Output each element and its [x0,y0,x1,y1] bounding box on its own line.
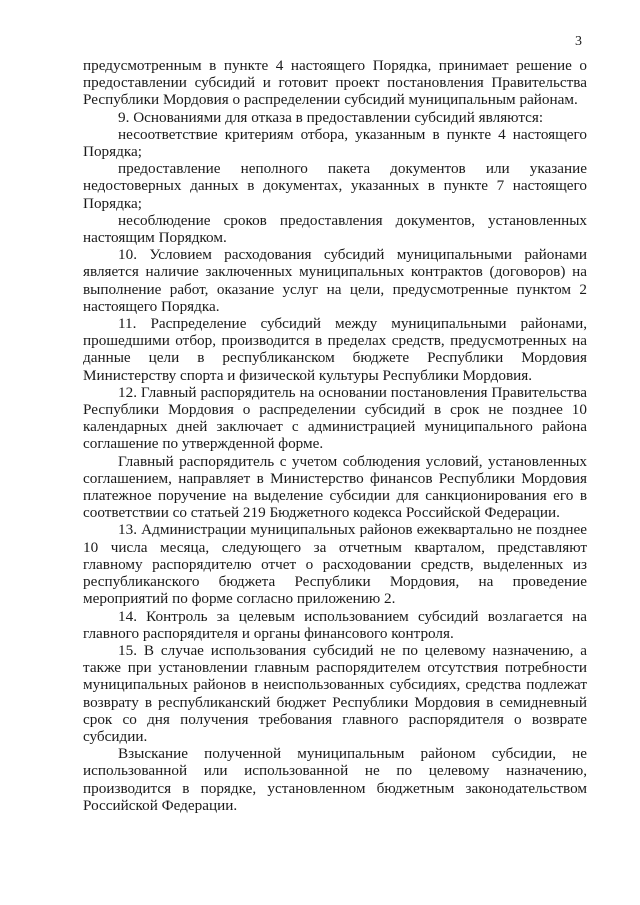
paragraph-9-item-2: предоставление неполного пакета документов или указание недостоверных данных в документах, указанных в пункте 7 настоящего Порядка; [83,160,587,212]
paragraph-9-item-3: несоблюдение сроков предоставления документов, установленных настоящим Порядком. [83,211,587,247]
paragraph-9-item-1: несоответствие критериям отбора, указанным в пункте 4 настоящего Порядка; [83,125,587,161]
paragraph-12-continued: Главный распорядитель с учетом соблюдения условий, установленных соглашением, направляет в Министерство финансов Республики Мордовия платежное поручение на выделение субсидии для санкционирования его в соответствии со статьей 219 Бюджетного кодекса Российской Федерации. [83,452,587,522]
paragraph-13: 13. Администрации муниципальных районов ежеквартально не позднее 10 числа месяца, следующего за отчетным кварталом, представляют главному распорядителю отчет о расходовании средств, выделенных из республиканского бюджета Республики Мордовия, на проведение мероприятий по форме согласно приложению 2. [83,521,587,608]
paragraph-9: 9. Основаниями для отказа в предоставлении субсидий являются: [118,108,544,126]
page-number: 3 [575,34,582,49]
document-body [83,57,587,814]
paragraph-15-continued: Взыскание полученной муниципальным районом субсидии, не использованной или использованной не по целевому назначению, производится в порядке, установленном бюджетным законодательством Российской Федерации. [83,745,587,814]
paragraph-10: 10. Условием расходования субсидий муниципальными районами является наличие заключенных муниципальных контрактов (договоров) на выполнение работ, оказание услуг на цели, предусмотренные пунктом 2 настоящего Порядка. [83,246,587,315]
paragraph-11: 11. Распределение субсидий между муниципальными районами, прошедшими отбор, производится в пределах средств, предусмотренных на данные цели в республиканском бюджете Республики Мордовия Министерству спорта и физической культуры Республики Мордовия. [83,315,587,384]
paragraph-continuation: предусмотренным в пункте 4 настоящего Порядка, принимает решение о предоставлении субсидий и готовит проект постановления Правительства Республики Мордовия о распределении субсидий муниципальным районам. [83,57,587,109]
paragraph-12: 12. Главный распорядитель на основании постановления Правительства Республики Мордовия о распределении субсидий в срок не позднее 10 календарных дней заключает с администрацией муниципального района соглашение по утвержденной форме. [83,383,587,453]
paragraph-14: 14. Контроль за целевым использованием субсидий возлагается на главного распорядителя и органы финансового контроля. [83,607,587,642]
paragraph-15: 15. В случае использования субсидий не по целевому назначению, а также при установлении главным распорядителем отсутствия потребности муниципальных районов в неиспользованных субсидиях, средства подлежат возврату в республиканский бюджет Республики Мордовия в семидневный срок со дня получения требования главного распорядителя о возврате субсидии. [83,641,587,745]
